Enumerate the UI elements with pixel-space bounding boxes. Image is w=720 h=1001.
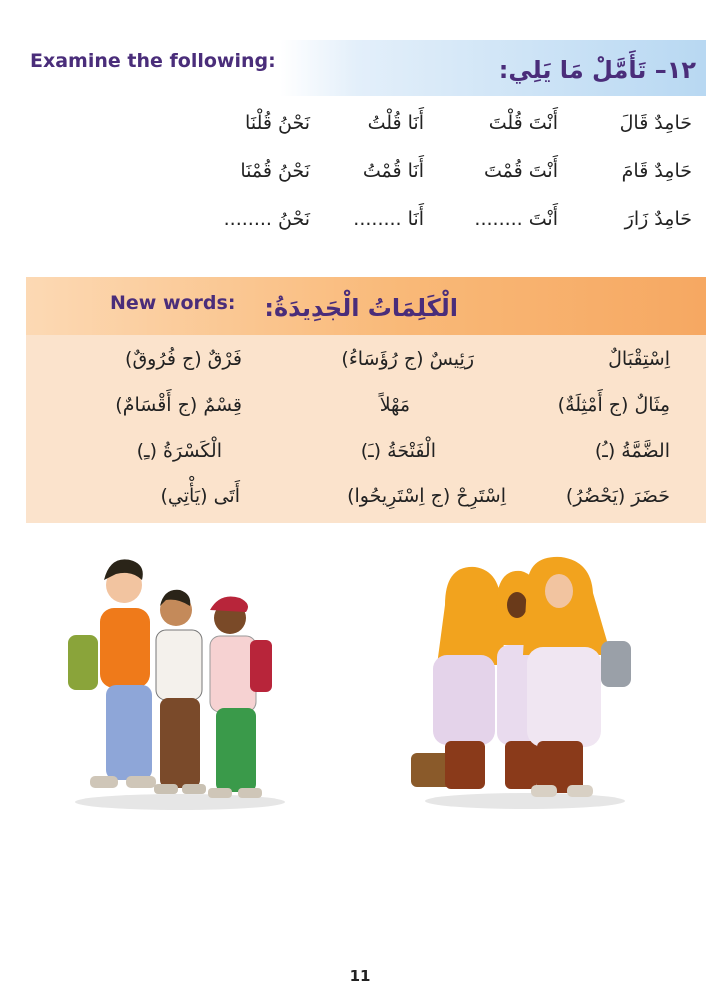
vocab-word: مِثَالٌ (ج أَمْثِلَةٌ) (557, 394, 670, 416)
conj-cell: حَامِدٌ قَامَ (621, 160, 692, 182)
conj-cell: أَنْتَ قُلْتَ (488, 112, 558, 134)
page-number: 11 (349, 967, 371, 985)
vocab-word: الْفَتْحَةُ (ـَ) (360, 440, 436, 462)
vocab-word: الْكَسْرَةُ (ـِ) (136, 440, 222, 462)
conj-cell: أَنَا قُلْتُ (367, 112, 424, 134)
vocab-word: أَتَى (يَأْتِي) (160, 485, 240, 507)
conj-cell: نَحْنُ قُمْنَا (240, 160, 310, 182)
boys-illustration (60, 540, 310, 820)
exercise-title-en: Examine the following: (30, 50, 276, 72)
vocab-word: الضَّمَّةُ (ـُ) (594, 440, 670, 462)
conj-cell: أَنَا قُمْتُ (362, 160, 424, 182)
vocab-word: اِسْتِقْبَالٌ (608, 348, 670, 370)
vocab-word: مَهْلاً (379, 394, 410, 416)
vocab-word: رَئِيسٌ (ج رُؤَسَاءُ) (341, 348, 474, 370)
conj-cell: أَنَا ........ (353, 208, 424, 230)
vocab-word: قِسْمٌ (ج أَقْسَامٌ) (115, 394, 242, 416)
conj-cell: نَحْنُ قُلْنَا (245, 112, 310, 134)
conj-cell: حَامِدٌ قَالَ (619, 112, 692, 134)
new-words-title-en: New words: (110, 292, 236, 314)
conj-cell: نَحْنُ ........ (223, 208, 310, 230)
conj-cell: أَنْتَ ........ (474, 208, 558, 230)
conj-cell: أَنْتَ قُمْتَ (484, 160, 558, 182)
vocab-word: حَضَرَ (يَحْضُرُ) (565, 485, 670, 507)
exercise-title-ar: ١٢– تَأَمَّلْ مَا يَلِي: (498, 56, 696, 84)
new-words-title-ar: الْكَلِمَاتُ الْجَدِيدَةُ: (264, 294, 458, 322)
girls-illustration (405, 545, 645, 815)
vocab-word: فَرْقٌ (ج فُرُوقٌ) (125, 348, 242, 370)
vocab-word: اِسْتَرِحْ (ج اِسْتَرِيحُوا) (347, 485, 506, 507)
conj-cell: حَامِدٌ زَارَ (624, 208, 692, 230)
